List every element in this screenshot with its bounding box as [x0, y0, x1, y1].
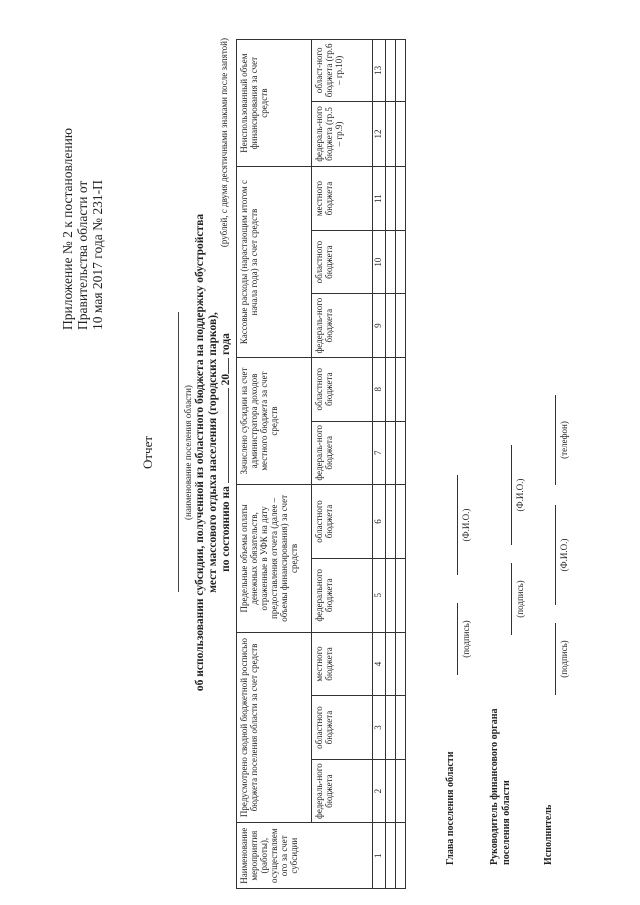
table-cell[interactable] — [386, 40, 396, 102]
signature-head — [445, 305, 489, 865]
head-fio-caption: (Ф.И.О.) — [461, 508, 471, 542]
asof-suffix: года — [220, 333, 232, 356]
executor-sign-caption: (подпись) — [559, 640, 569, 678]
finance-fio-line[interactable] — [511, 445, 512, 545]
table-cell[interactable] — [386, 485, 396, 559]
finance-role: Руководитель финансового органа поселения области — [489, 708, 512, 865]
table-cell[interactable] — [386, 421, 396, 485]
subheader-cell: федераль-ного бюджета (гр.5 – гр.9) — [312, 101, 373, 167]
subheader-cell: областного бюджета — [312, 230, 373, 294]
asof-year-blank[interactable] — [228, 358, 229, 374]
signature-finance — [489, 305, 543, 865]
head-fio-line[interactable] — [457, 475, 458, 575]
table-cell[interactable] — [386, 759, 396, 823]
finance-fio-caption: (Ф.И.О.) — [515, 478, 525, 512]
table-cell[interactable] — [386, 230, 396, 294]
column-number: 2 — [373, 759, 386, 823]
column-number: 10 — [373, 230, 386, 294]
finance-sign-caption: (подпись) — [515, 580, 525, 618]
appendix-line-2: Правительства области от — [75, 180, 90, 330]
head-sign-caption: (подпись) — [461, 620, 471, 658]
table-cell[interactable] — [396, 230, 406, 294]
table-cell[interactable] — [386, 558, 396, 632]
executor-fio-line[interactable] — [555, 505, 556, 605]
subheader-cell: федераль-ного бюджета — [312, 759, 373, 823]
header-group-budget: Предусмотрено сводной бюджетной росписью бюджета поселения области за счет средств — [237, 632, 312, 823]
org-name-caption: (наименование поселения области) — [183, 385, 193, 520]
subheader-cell: федераль-ного бюджета — [312, 421, 373, 485]
subheader-cell: областного бюджета — [312, 357, 373, 421]
table-cell[interactable] — [386, 357, 396, 421]
table-cell[interactable] — [396, 485, 406, 559]
column-number: 6 — [373, 485, 386, 559]
appendix-block — [60, 60, 105, 330]
header-group-credited: Зачислено субсидии на счет администратора доходов местного бюджета за счет средств — [237, 357, 312, 484]
report-table — [236, 39, 406, 889]
subheader-cell: местного бюджета — [312, 632, 373, 696]
table-cell[interactable] — [396, 632, 406, 696]
executor-fio-caption: (Ф.И.О.) — [559, 538, 569, 572]
column-number: 13 — [373, 40, 386, 102]
signature-executor — [543, 305, 587, 865]
table-cell[interactable] — [396, 421, 406, 485]
column-number: 7 — [373, 421, 386, 485]
appendix-line-3: 10 мая 2017 года № 231-П — [90, 180, 105, 330]
header-group-unused: Неиспользованный объем финансирования за счет средств — [237, 40, 312, 167]
header-group-funding: Предельные объемы оплаты денежных обязательств, отраженные в УФК на дату предоставления отчета (далее – объемы финансирования) за счет средств — [237, 485, 312, 633]
table-cell[interactable] — [386, 632, 396, 696]
column-number: 3 — [373, 696, 386, 760]
subheader-cell: федерального бюджета — [312, 558, 373, 632]
column-number: 1 — [373, 823, 386, 889]
table-header-row — [237, 40, 312, 889]
column-number-row — [373, 40, 386, 889]
subheader-cell: област-ного бюджета (гр.6 – гр.10) — [312, 40, 373, 102]
column-number: 4 — [373, 632, 386, 696]
executor-role: Исполнитель — [543, 804, 554, 865]
units-note: (рублей, с двумя десятичными знаками после запятой) — [219, 38, 229, 248]
executor-sign-line[interactable] — [555, 623, 556, 695]
subheader-cell: областного бюджета — [312, 485, 373, 559]
table-cell[interactable] — [396, 40, 406, 102]
table-cell[interactable] — [386, 294, 396, 358]
subheader-cell: областного бюджета — [312, 696, 373, 760]
finance-sign-line[interactable] — [511, 563, 512, 635]
appendix-line-1: Приложение № 2 к постановлению — [60, 128, 75, 330]
table-subheader-row — [312, 40, 373, 889]
table-cell[interactable] — [396, 696, 406, 760]
header-activity: Наименование мероприятия (работы), осуществляемого за счет субсидии — [237, 823, 373, 889]
table-cell[interactable] — [396, 823, 406, 889]
column-number: 9 — [373, 294, 386, 358]
table-cell[interactable] — [396, 167, 406, 231]
subheader-cell: федераль-ного бюджета — [312, 294, 373, 358]
asof-prefix: по состоянию на — [220, 486, 232, 572]
asof-year: 20 — [220, 373, 232, 386]
signature-block — [445, 305, 587, 865]
report-word: Отчет — [140, 435, 155, 470]
subheader-cell: местного бюджета — [312, 167, 373, 231]
head-sign-line[interactable] — [457, 603, 458, 675]
table-cell[interactable] — [396, 357, 406, 421]
table-cell[interactable] — [386, 167, 396, 231]
table-cell[interactable] — [396, 558, 406, 632]
table-cell[interactable] — [396, 101, 406, 167]
asof-date-blank[interactable] — [228, 388, 229, 483]
column-number: 11 — [373, 167, 386, 231]
table-cell[interactable] — [386, 823, 396, 889]
column-number: 8 — [373, 357, 386, 421]
head-role: Глава поселения области — [445, 751, 456, 865]
column-number: 12 — [373, 101, 386, 167]
table-cell[interactable] — [386, 696, 396, 760]
column-number: 5 — [373, 558, 386, 632]
executor-phone-line[interactable] — [555, 395, 556, 485]
table-cell[interactable] — [386, 101, 396, 167]
report-heading-2: мест массового отдыха населения (городских парков), — [207, 312, 219, 593]
table-cell[interactable] — [396, 759, 406, 823]
org-name-line[interactable] — [166, 313, 179, 593]
report-heading-1: об использовании субсидии, полученной из областного бюджета на поддержку обустройства — [194, 213, 206, 692]
table-row — [396, 40, 406, 889]
table-row — [386, 40, 396, 889]
executor-phone-caption: (телефон) — [559, 421, 569, 459]
header-group-cash: Кассовые расходы (нарастающим итогом с начала года) за счет средств — [237, 167, 312, 358]
table-cell[interactable] — [396, 294, 406, 358]
